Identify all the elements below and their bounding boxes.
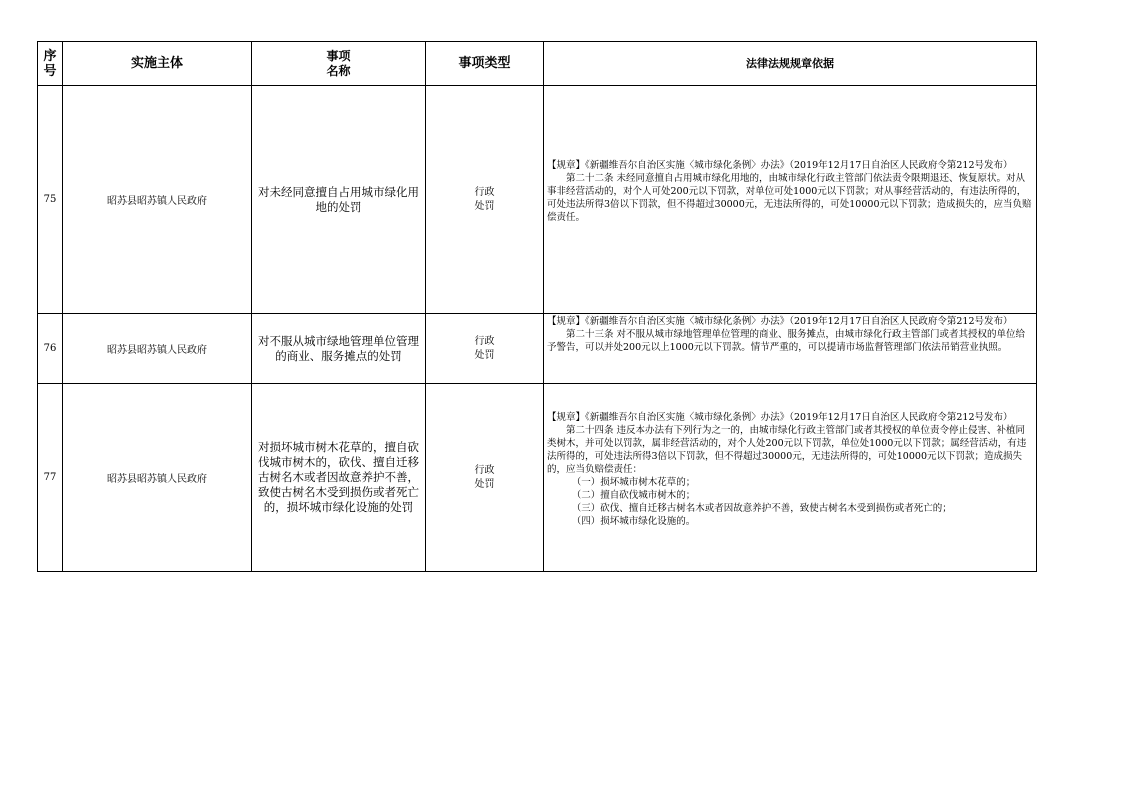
row-legal-basis — [544, 86, 1037, 314]
basis-article: 第二十二条 未经同意擅自占用城市绿化用地的，由城市绿化行政主管部门依法责令限期退还、恢复原状。对从事非经营活动的，对个人可处200元以下罚款，对单位可处1000元以下罚款；对从事经营活动的，有违法所得的，可处违法所得3倍以下罚款，但不得超过30000元，无违法所得的，可处10000元以下罚款；造成损失的，应当负赔偿责任。 — [547, 173, 1032, 223]
row-seq: 75 — [38, 86, 63, 314]
row-item-name: 对未经同意擅自占用城市绿化用地的处罚 — [252, 86, 426, 314]
row-type: 行政 处罚 — [426, 314, 544, 384]
row-subject: 昭苏县昭苏镇人民政府 — [63, 86, 252, 314]
header-seq: 序 号 — [38, 42, 63, 86]
basis-clause: （三）砍伐、擅自迁移古树名木或者因故意养护不善，致使古树名木受到损伤或者死亡的； — [571, 503, 952, 514]
basis-source: 【规章】《新疆维吾尔自治区实施〈城市绿化条例〉办法》（2019年12月17日自治区人民政府令第212号发布） — [547, 412, 1013, 423]
row-seq: 76 — [38, 314, 63, 384]
row-seq: 77 — [38, 384, 63, 572]
basis-article: 第二十三条 对不服从城市绿地管理单位管理的商业、服务摊点，由城市绿化行政主管部门或者其授权的单位给予警告，可以并处200元以上1000元以下罚款。情节严重的，可以提请市场监督管理部门依法吊销营业执照。 — [547, 329, 1026, 353]
header-item: 事项 名称 — [252, 42, 426, 86]
basis-clause: （一）损坏城市树木花草的； — [571, 477, 696, 488]
row-item-name: 对损坏城市树木花草的，擅自砍伐城市树木的，砍伐、擅自迁移古树名木或者因故意养护不善，致使古树名木受到损伤或者死亡的，损坏城市绿化设施的处罚 — [252, 384, 426, 572]
basis-clause: （四）损坏城市绿化设施的。 — [571, 516, 696, 527]
row-subject: 昭苏县昭苏镇人民政府 — [63, 384, 252, 572]
table-row — [38, 314, 1037, 384]
row-legal-basis — [544, 384, 1037, 572]
items-table — [37, 41, 1037, 572]
row-legal-basis — [544, 314, 1037, 384]
header-type: 事项类型 — [426, 42, 544, 86]
row-type: 行政 处罚 — [426, 86, 544, 314]
basis-article: 第二十四条 违反本办法有下列行为之一的，由城市绿化行政主管部门或者其授权的单位责令停止侵害、补植同类树木，并可处以罚款，属非经营活动的，对个人处200元以下罚款，单位处1000元以下罚款；属经营活动，有违法所得的，可处违法所得3倍以下罚款，但不得超过30000元，无违法所得的，可处10000元以下罚款；造成损失的，应当负赔偿责任： — [547, 425, 1027, 475]
table-row — [38, 86, 1037, 314]
header-subject: 实施主体 — [63, 42, 252, 86]
header-basis: 法律法规规章依据 — [544, 42, 1037, 86]
row-type: 行政 处罚 — [426, 384, 544, 572]
row-item-name: 对不服从城市绿地管理单位管理的商业、服务摊点的处罚 — [252, 314, 426, 384]
table-row — [38, 384, 1037, 572]
header-row — [38, 42, 1037, 86]
basis-clause: （二）擅自砍伐城市树木的； — [571, 490, 696, 501]
row-subject: 昭苏县昭苏镇人民政府 — [63, 314, 252, 384]
basis-source: 【规章】《新疆维吾尔自治区实施〈城市绿化条例〉办法》（2019年12月17日自治区人民政府令第212号发布） — [547, 160, 1013, 171]
basis-source: 【规章】《新疆维吾尔自治区实施〈城市绿化条例〉办法》（2019年12月17日自治区人民政府令第212号发布） — [547, 316, 1013, 327]
